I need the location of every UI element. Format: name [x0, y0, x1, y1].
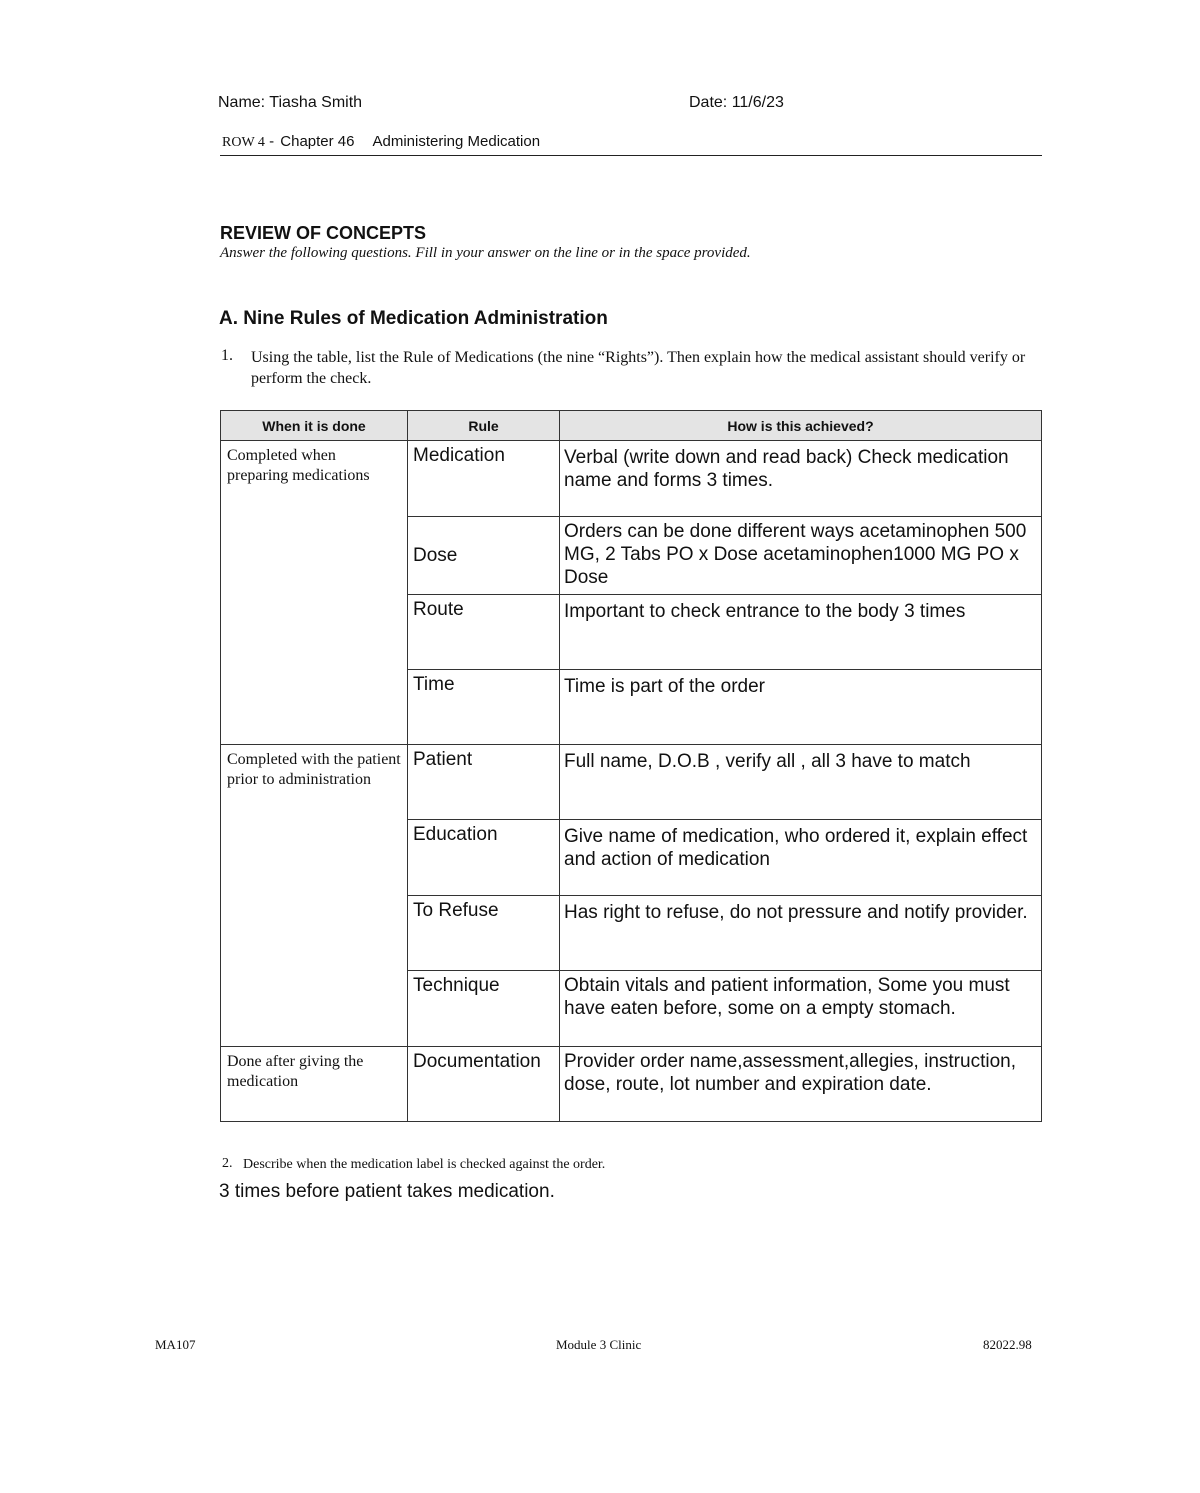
column-header-how: How is this achieved?	[560, 411, 1042, 441]
question-2-number: 2.	[222, 1156, 233, 1171]
rule-cell: Dose	[408, 517, 560, 595]
medication-rights-table	[220, 410, 1042, 1122]
group-when-with-patient: Completed with the patient prior to administration	[221, 745, 408, 1047]
section-heading: REVIEW OF CONCEPTS	[220, 223, 427, 243]
part-a-heading: A. Nine Rules of Medication Administration	[219, 308, 608, 329]
section-instructions: Answer the following questions. Fill in your answer on the line or in the space provided.	[220, 245, 751, 261]
how-cell: Full name, D.O.B , verify all , all 3 have to match	[560, 745, 1042, 820]
how-cell: Verbal (write down and read back) Check medication name and forms 3 times.	[560, 441, 1042, 517]
how-cell: Time is part of the order	[560, 670, 1042, 745]
footer-code: 82022.98	[983, 1337, 1032, 1352]
rule-cell: Technique	[408, 971, 560, 1047]
footer-module: Module 3 Clinic	[556, 1337, 642, 1352]
rule-cell: Route	[408, 595, 560, 670]
row-label: ROW 4	[222, 135, 265, 150]
how-cell: Give name of medication, who ordered it, explain effect and action of medication	[560, 820, 1042, 896]
table-row	[221, 1047, 1042, 1122]
rule-cell: Medication	[408, 441, 560, 517]
question-1-text: Using the table, list the Rule of Medications (the nine “Rights”). Then explain how the medical assistant should verify or perform the check.	[251, 349, 1026, 387]
rule-cell: Patient	[408, 745, 560, 820]
row-separator: -	[264, 133, 279, 150]
rule-cell: Time	[408, 670, 560, 745]
how-cell: Important to check entrance to the body 3 times	[560, 595, 1042, 670]
chapter-header	[222, 133, 540, 151]
question-2-text: Describe when the medication label is checked against the order.	[243, 1157, 606, 1172]
how-cell: Orders can be done different ways acetaminophen 500 MG, 2 Tabs PO x Dose acetaminophen1000 MG PO x Dose	[560, 517, 1042, 595]
chapter-label: Chapter 46	[280, 133, 355, 150]
rule-cell: Documentation	[408, 1047, 560, 1122]
date: Date: 11/6/23	[689, 94, 784, 111]
table-header-row	[221, 411, 1042, 441]
header-divider	[220, 155, 1042, 156]
footer-course-code: MA107	[155, 1337, 196, 1352]
how-cell: Obtain vitals and patient information, Some you must have eaten before, some on a empty stomach.	[560, 971, 1042, 1047]
question-1-number: 1.	[221, 347, 233, 364]
student-name: Name: Tiasha Smith	[218, 94, 363, 111]
column-header-rule: Rule	[408, 411, 560, 441]
chapter-topic: Administering Medication	[372, 133, 541, 150]
table-row	[221, 745, 1042, 820]
table-row	[221, 441, 1042, 517]
how-cell: Provider order name,assessment,allegies, instruction, dose, route, lot number and expiration date.	[560, 1047, 1042, 1122]
group-when-after: Done after giving the medication	[221, 1047, 408, 1122]
column-header-when: When it is done	[221, 411, 408, 441]
question-2-answer: 3 times before patient takes medication.	[219, 1181, 555, 1202]
group-when-preparing: Completed when preparing medications	[221, 441, 408, 745]
rule-cell: To Refuse	[408, 896, 560, 971]
how-cell: Has right to refuse, do not pressure and notify provider.	[560, 896, 1042, 971]
rule-cell: Education	[408, 820, 560, 896]
